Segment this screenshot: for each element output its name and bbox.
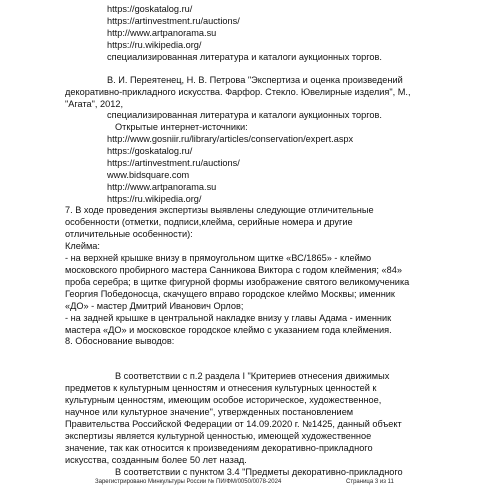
conclusion-line-6: экспертизы является культурной ценностью, имеющей художественное <box>65 431 372 441</box>
item7-line-1: 7. В ходе проведения экспертизы выявлены следующие отличительные <box>65 205 374 215</box>
footer-registration: Зарегистрировано Минкультуры России № ПИ/ФМ/0050/0078-2024 <box>95 479 282 485</box>
conclusion-line-5: Правительства Российской Федерации от 14.09.2020 г. №1425, данный объект <box>65 419 402 429</box>
marks-line-2: московского пробирного мастера Санникова Виктора с годом клеймения; «84» <box>65 265 402 275</box>
reference-line-2: декоративно-прикладного искусства. Фарфор. Стекло. Ювелирные изделия", М., <box>65 87 411 97</box>
conclusion-line-7: значение, так как относится к произведениям декоративно-прикладного <box>65 443 373 453</box>
link-gosniir[interactable]: http://www.gosniir.ru/library/articles/conservation/expert.aspx <box>107 134 354 144</box>
marks-line-4: Георгия Победоносца, скачущего вправо городское клеймо Москвы; именник <box>65 289 395 299</box>
marks-label: Клейма: <box>65 241 100 251</box>
link-goskatalog-2[interactable]: https://goskatalog.ru/ <box>107 146 193 156</box>
link-wikipedia[interactable]: https://ru.wikipedia.org/ <box>107 40 202 50</box>
conclusion-line-9: В соответствии с пунктом 3.4 "Предметы декоративно-прикладного <box>115 467 403 477</box>
conclusion-line-1: В соответствии с п.2 раздела I "Критериев отнесения движимых <box>115 371 390 381</box>
item7-line-2: особенности (отметки, подписи,клейма, серийные номера и другие <box>65 217 353 227</box>
reference-line-3: "Агата", 2012, <box>65 99 124 109</box>
link-artinvestment[interactable]: https://artinvestment.ru/auctions/ <box>107 16 240 26</box>
item7-line-3: отличительные особенности): <box>65 229 193 239</box>
marks-line-3: проба серебра; в щитке фигурной формы изображение святого великомученика <box>65 277 410 287</box>
link-wikipedia-2[interactable]: https://ru.wikipedia.org/ <box>107 194 202 204</box>
specialized-literature-text-2: специализированная литература и каталоги аукционных торгов. <box>107 110 382 120</box>
conclusion-line-3: культурным ценностям, имеющим особое историческое, художественное, <box>65 395 382 405</box>
marks-line-6: - на задней крышке в центральной накладке внизу у главы Адама - именник <box>65 313 392 323</box>
conclusion-line-8: искусства, созданным более 50 лет назад. <box>65 455 247 465</box>
reference-line-1: В. И. Переятенец, Н. В. Петрова "Экспертиза и оценка произведений <box>107 75 403 85</box>
link-bidsquare[interactable]: www.bidsquare.com <box>107 170 190 180</box>
marks-line-7: мастера «ДО» и московское городское клеймо с указанием года клеймения. <box>65 325 392 335</box>
link-artpanorama-2[interactable]: http://www.artpanorama.su <box>107 182 217 192</box>
marks-line-1: - на верхней крышке внизу в прямоугольном щитке «ВС/1865» - клеймо <box>65 253 372 263</box>
link-artinvestment-2[interactable]: https://artinvestment.ru/auctions/ <box>107 158 240 168</box>
link-artpanorama[interactable]: http://www.artpanorama.su <box>107 28 217 38</box>
conclusion-line-2: предметов к культурным ценностям и отнесения культурных ценностей к <box>65 383 377 393</box>
link-goskatalog[interactable]: https://goskatalog.ru/ <box>107 4 193 14</box>
footer-page-number: Страница 3 из 11 <box>346 479 394 485</box>
marks-line-5: «ДО» - мастер Дмитрий Иванович Орлов; <box>65 301 244 311</box>
internet-sources-heading: Открытые интернет-источники: <box>115 122 248 132</box>
specialized-literature-text: специализированная литература и каталоги аукционных торгов. <box>107 52 382 62</box>
item8-heading: 8. Обоснование выводов: <box>65 336 175 346</box>
conclusion-line-4: научное или культурное значение", утвержденных постановлением <box>65 407 354 417</box>
